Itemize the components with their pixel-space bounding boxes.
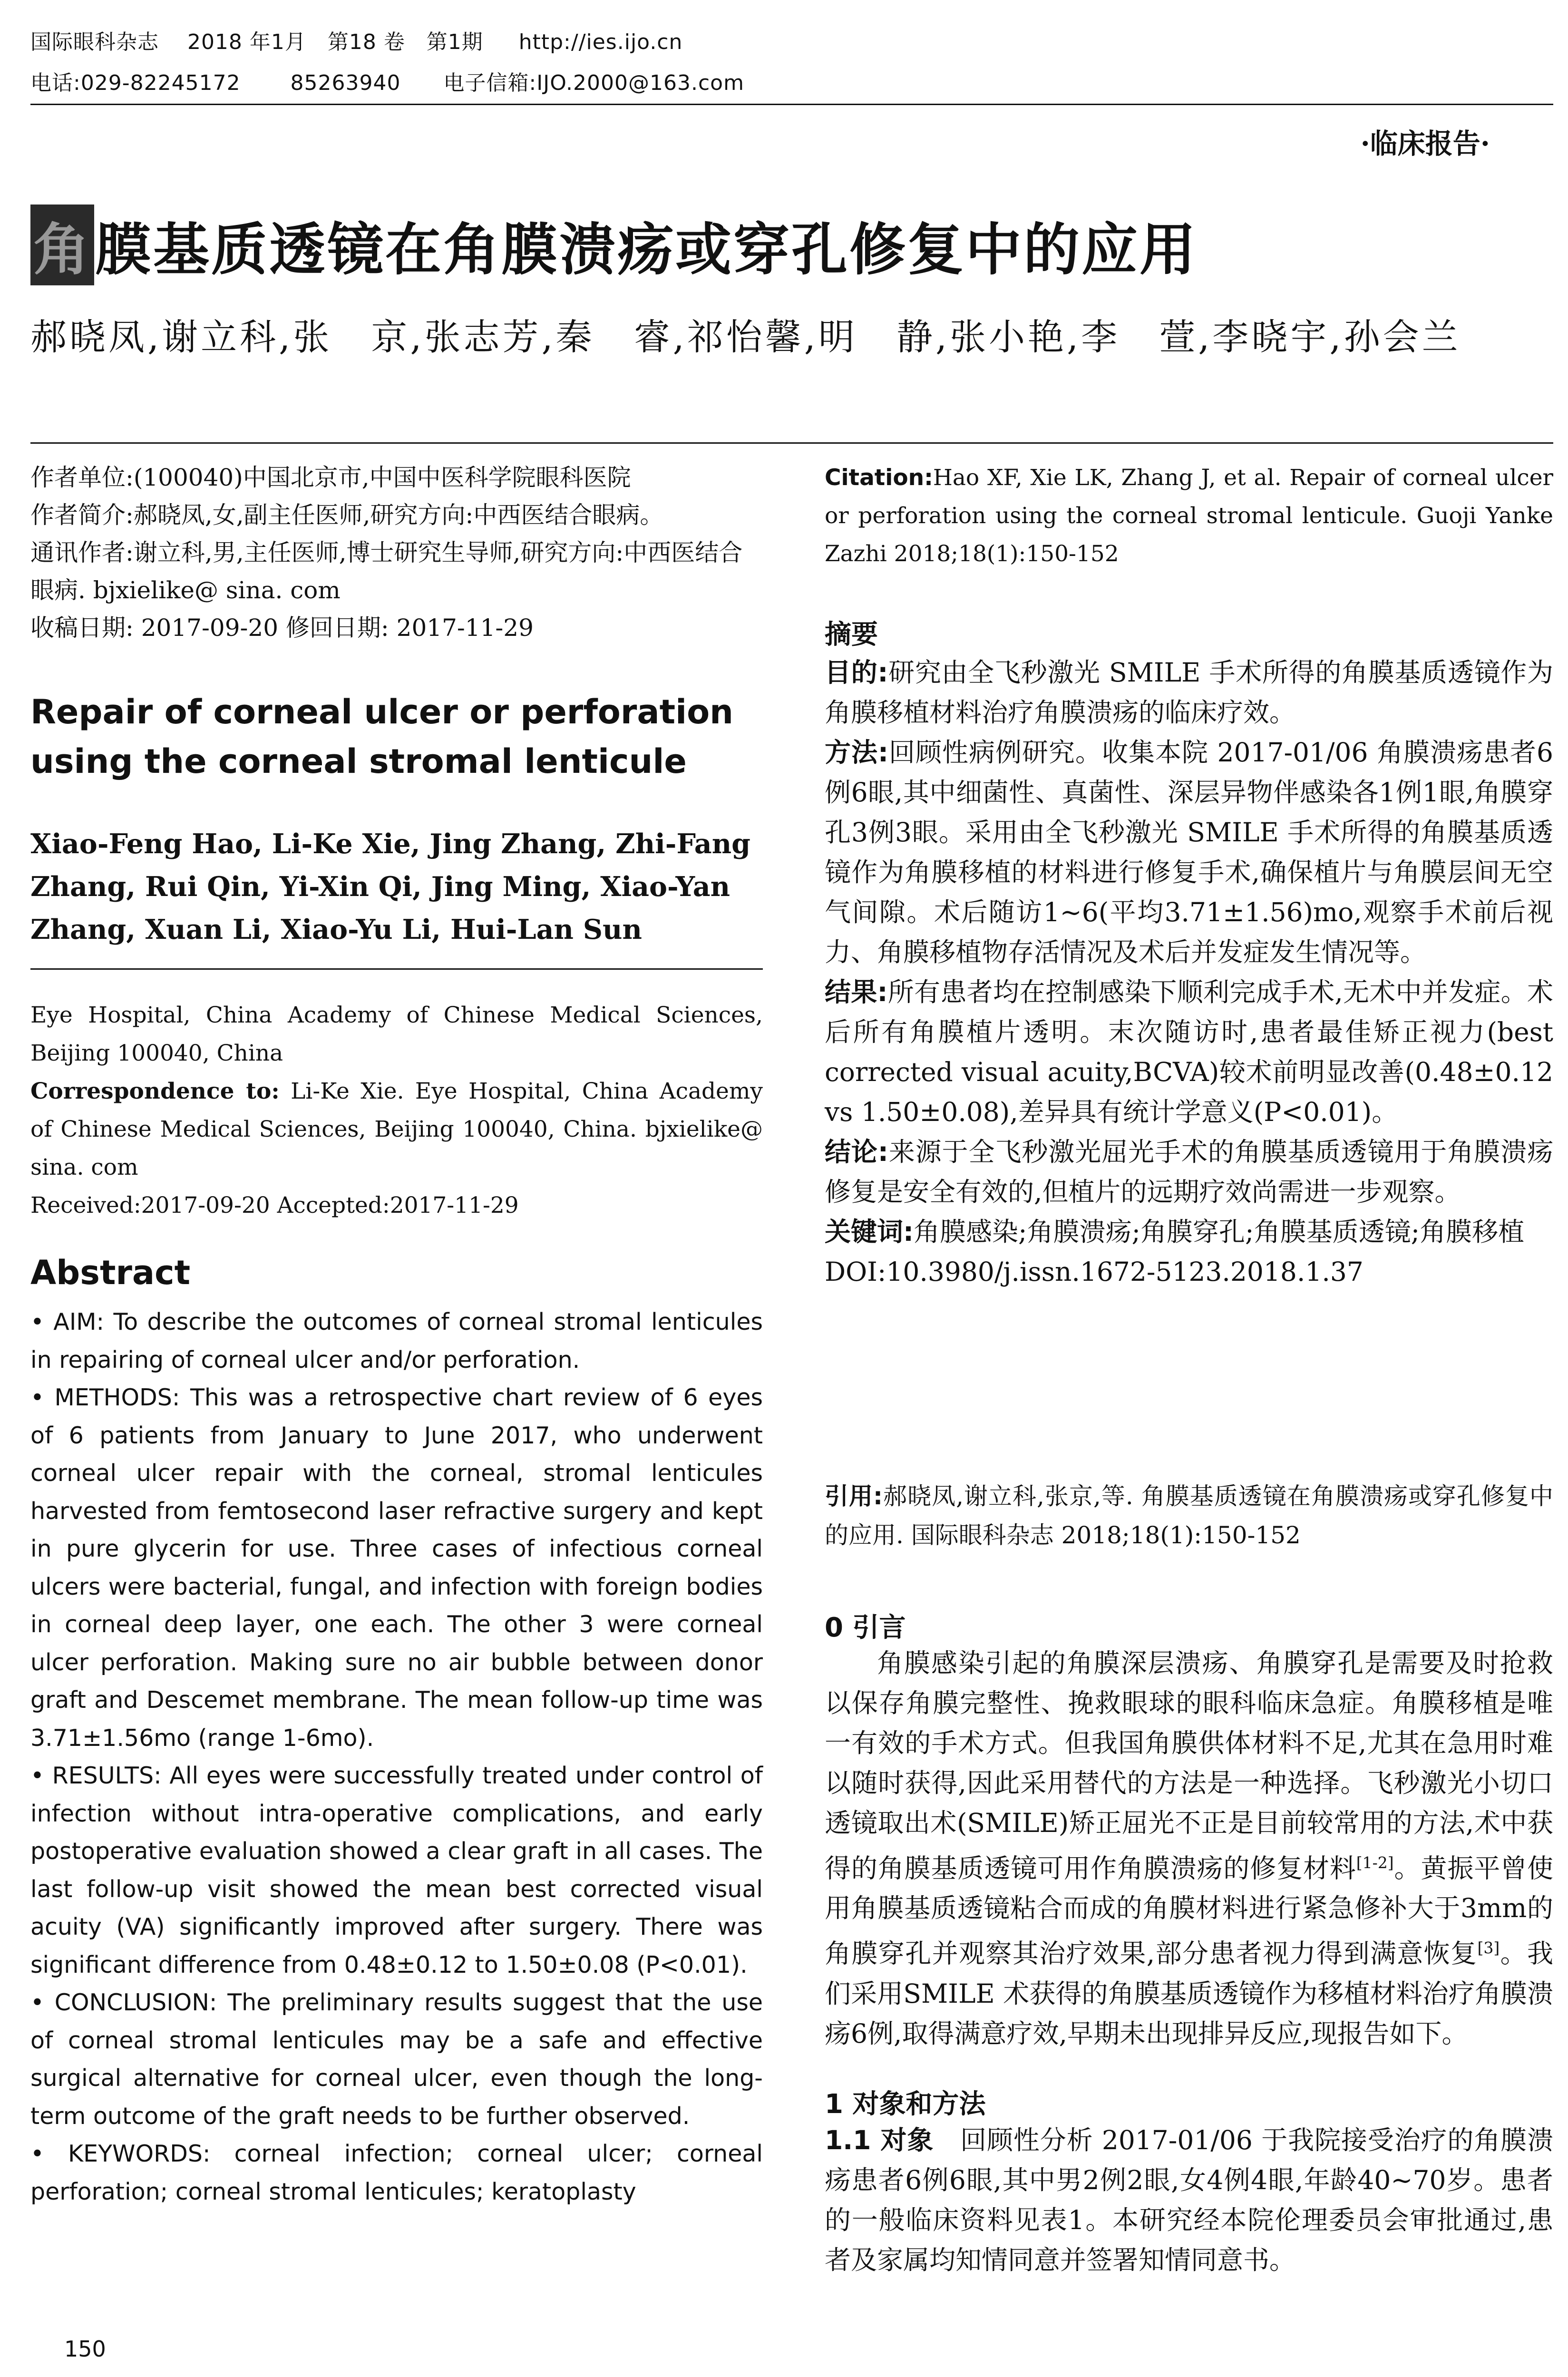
corresponding-author: 通讯作者:谢立科,男,主任医师,博士研究生导师,研究方向:中西医结合眼病. bjxielike@ sina. com: [30, 539, 743, 604]
zh-keywords-text: 角膜感染;角膜溃疡;角膜穿孔;角膜基质透镜;角膜移植: [914, 1217, 1525, 1247]
zh-objective-head: 目的:: [825, 657, 888, 688]
title-first-char: 角: [30, 205, 94, 285]
correspondence: [30, 1072, 763, 1187]
correspondence-text: Li-Ke Xie. Eye Hospital, China Academy of Chinese Medical Sciences, Beijing 100040, China. bjxielike@ sina. com: [30, 1078, 763, 1180]
zh-objective-text: 研究由全飞秒激光 SMILE 手术所得的角膜基质透镜作为角膜移植材料治疗角膜溃疡的临床疗效。: [825, 657, 1553, 728]
journal-header-line2: 电话:029-82245172 85263940 电子信箱:IJO.2000@163.com: [30, 71, 744, 95]
doi: DOI:10.3980/j.issn.1672-5123.2018.1.37: [825, 1257, 1363, 1287]
english-affiliation-block: [30, 996, 763, 1225]
page-number: 150: [64, 2336, 106, 2362]
zh-results-head: 结果:: [825, 977, 888, 1007]
paper-title: [30, 205, 1198, 285]
intro-text-2: 。黄振平曾使用角膜基质透镜粘合而成的角膜材料进行紧急修补大于3mm的角膜穿孔并观察其治疗效果,部分患者视力得到满意恢复: [825, 1853, 1553, 1969]
zh-conclusion-head: 结论:: [825, 1137, 888, 1167]
received-dates: 收稿日期: 2017-09-20 修回日期: 2017-11-29: [30, 614, 534, 642]
subjects-text: 回顾性分析 2017-01/06 于我院接受治疗的角膜溃疡患者6例6眼,其中男2例2眼,女4例4眼,年龄40~70岁。患者的一般临床资料见表1。本研究经本院伦理委员会审批通过,患者及家属均知情同意并签署知情同意书。: [825, 2125, 1553, 2275]
zh-citation-text: 郝晓凤,谢立科,张京,等. 角膜基质透镜在角膜溃疡或穿孔修复中的应用. 国际眼科杂志 2018;18(1):150-152: [825, 1482, 1553, 1549]
english-title: Repair of corneal ulcer or perforation using the corneal stromal lenticule: [30, 692, 733, 781]
subjects-body: [825, 2120, 1553, 2280]
zh-citation: [825, 1477, 1553, 1555]
abstract-methods: • METHODS: This was a retrospective chart review of 6 eyes of 6 patients from January to June 2017, who underwent corneal ulcer repair with the corneal, stromal lenticules harvested from femtosecond laser refractive surgery and kept in pure glycerin for use. Three cases of infectious corneal ulcers were bacterial, fungal, and infection with foreign bodies in corneal deep layer, one each. The other 3 were corneal ulcer perforation. Making sure no air bubble between donor graft and Descemet membrane. The mean follow-up time was 3.71±1.56mo (range 1-6mo).: [30, 1384, 763, 1752]
abstract-heading: Abstract: [30, 1253, 191, 1292]
methods-heading: 1 对象和方法: [825, 2089, 986, 2120]
intro-heading: 0 引言: [825, 1612, 906, 1643]
intro-ref-1: [1-2]: [1356, 1853, 1394, 1872]
zh-methods-head: 方法:: [825, 737, 888, 768]
author-info: [30, 459, 763, 647]
zh-abstract-body: [825, 653, 1553, 1292]
zh-keywords-head: 关键词:: [825, 1217, 914, 1247]
zh-keywords: [825, 1212, 1553, 1252]
citation-text: Hao XF, Xie LK, Zhang J, et al. Repair of corneal ulcer or perforation using the corneal stromal lenticule. Guoji Yanke Zazhi 2018;18(1):150-152: [825, 465, 1553, 567]
abstract-keywords: • KEYWORDS: corneal infection; corneal ulcer; corneal perforation; corneal stromal lenticules; keratoplasty: [30, 2140, 763, 2205]
abstract-conclusion: • CONCLUSION: The preliminary results suggest that the use of corneal stromal lenticules may be a safe and effective surgical alternative for corneal ulcer, even though the long-term outcome of the graft needs to be further observed.: [30, 1989, 763, 2130]
section-tag: ·临床报告·: [1360, 127, 1490, 160]
intro-body: [825, 1643, 1553, 2054]
abstract-body: [30, 1303, 763, 2211]
zh-results: [825, 972, 1553, 1132]
intro-text: 角膜感染引起的角膜深层溃疡、角膜穿孔是需要及时抢救以保存角膜完整性、挽救眼球的眼科临床急症。角膜移植是唯一有效的手术方式。但我国角膜供体材料不足,尤其在急用时难以随时获得,因此采用替代的方法是一种选择。飞秒激光小切口透镜取出术(SMILE)矫正屈光不正是目前较常用的方法,术中获得的角膜基质透镜可用作角膜溃疡的修复材料: [825, 1648, 1553, 1884]
authors-rule: [30, 968, 763, 970]
english-authors: Xiao-Feng Hao, Li-Ke Xie, Jing Zhang, Zhi-Fang Zhang, Rui Qin, Yi-Xin Qi, Jing Ming, Xiao-Yan Zhang, Xuan Li, Xiao-Yu Li, Hui-Lan Sun: [30, 828, 751, 945]
journal-header-line1: 国际眼科杂志 2018 年1月 第18 卷 第1期 http://ies.ijo.cn: [30, 30, 683, 54]
authors-zh: 郝晓凤,谢立科,张 京,张志芳,秦 睿,祁怡馨,明 静,张小艳,李 萱,李晓宇,孙会兰: [30, 316, 1461, 358]
english-affiliation: Eye Hospital, China Academy of Chinese Medical Sciences, Beijing 100040, China: [30, 1002, 763, 1066]
intro-ref-2: [3]: [1477, 1939, 1500, 1958]
zh-methods: [825, 732, 1553, 972]
subjects-heading: 1.1 对象: [825, 2125, 934, 2155]
zh-results-text: 所有患者均在控制感染下顺利完成手术,无术中并发症。术后所有角膜植片透明。末次随访时,患者最佳矫正视力(best corrected visual acuity,BCVA)较术前明显改善(0.48±0.12 vs 1.50±0.08),差异具有统计学意义(P<0.01)。: [825, 977, 1554, 1127]
intro-text-3: 。我们采用SMILE 术获得的角膜基质透镜作为移植材料治疗角膜溃疡6例,取得满意疗效,早期未出现排异反应,现报告如下。: [825, 1938, 1553, 2049]
citation-block: [825, 459, 1553, 573]
received-accepted: Received:2017-09-20 Accepted:2017-11-29: [30, 1192, 519, 1218]
zh-citation-label: 引用:: [825, 1482, 883, 1510]
zh-conclusion: [825, 1132, 1553, 1212]
title-text: 膜基质透镜在角膜溃疡或穿孔修复中的应用: [95, 217, 1198, 283]
author-bio: 作者简介:郝晓凤,女,副主任医师,研究方向:中西医结合眼病。: [30, 501, 664, 529]
title-rule: [30, 442, 1553, 444]
abstract-aim: • AIM: To describe the outcomes of corneal stromal lenticules in repairing of corneal ulcer and/or perforation.: [30, 1308, 763, 1374]
zh-abstract-heading: 摘要: [825, 619, 878, 650]
citation-label: Citation:: [825, 465, 933, 491]
zh-methods-text: 回顾性病例研究。收集本院 2017-01/06 角膜溃疡患者6例6眼,其中细菌性、真菌性、深层异物伴感染各1例1眼,角膜穿孔3例3眼。采用由全飞秒激光 SMILE 手术所得的角膜基质透镜作为角膜移植的材料进行修复手术,确保植片与角膜层间无空气间隙。术后随访1~6(平均3.71±1.56)mo,观察手术前后视力、角膜移植物存活情况及术后并发症发生情况等。: [825, 737, 1554, 967]
author-unit: 作者单位:(100040)中国北京市,中国中医科学院眼科医院: [30, 464, 631, 491]
correspondence-label: Correspondence to:: [30, 1078, 280, 1104]
abstract-results: • RESULTS: All eyes were successfully treated under control of infection without intra-operative complications, and early postoperative evaluation showed a clear graft in all cases. The last follow-up visit showed the mean best corrected visual acuity (VA) significantly improved after surgery. There was significant difference from 0.48±0.12 to 1.50±0.08 (P<0.01).: [30, 1762, 763, 1978]
zh-conclusion-text: 来源于全飞秒激光屈光手术的角膜基质透镜用于角膜溃疡修复是安全有效的,但植片的远期疗效尚需进一步观察。: [825, 1137, 1553, 1207]
zh-objective: [825, 653, 1553, 732]
header-rule: [30, 104, 1553, 105]
